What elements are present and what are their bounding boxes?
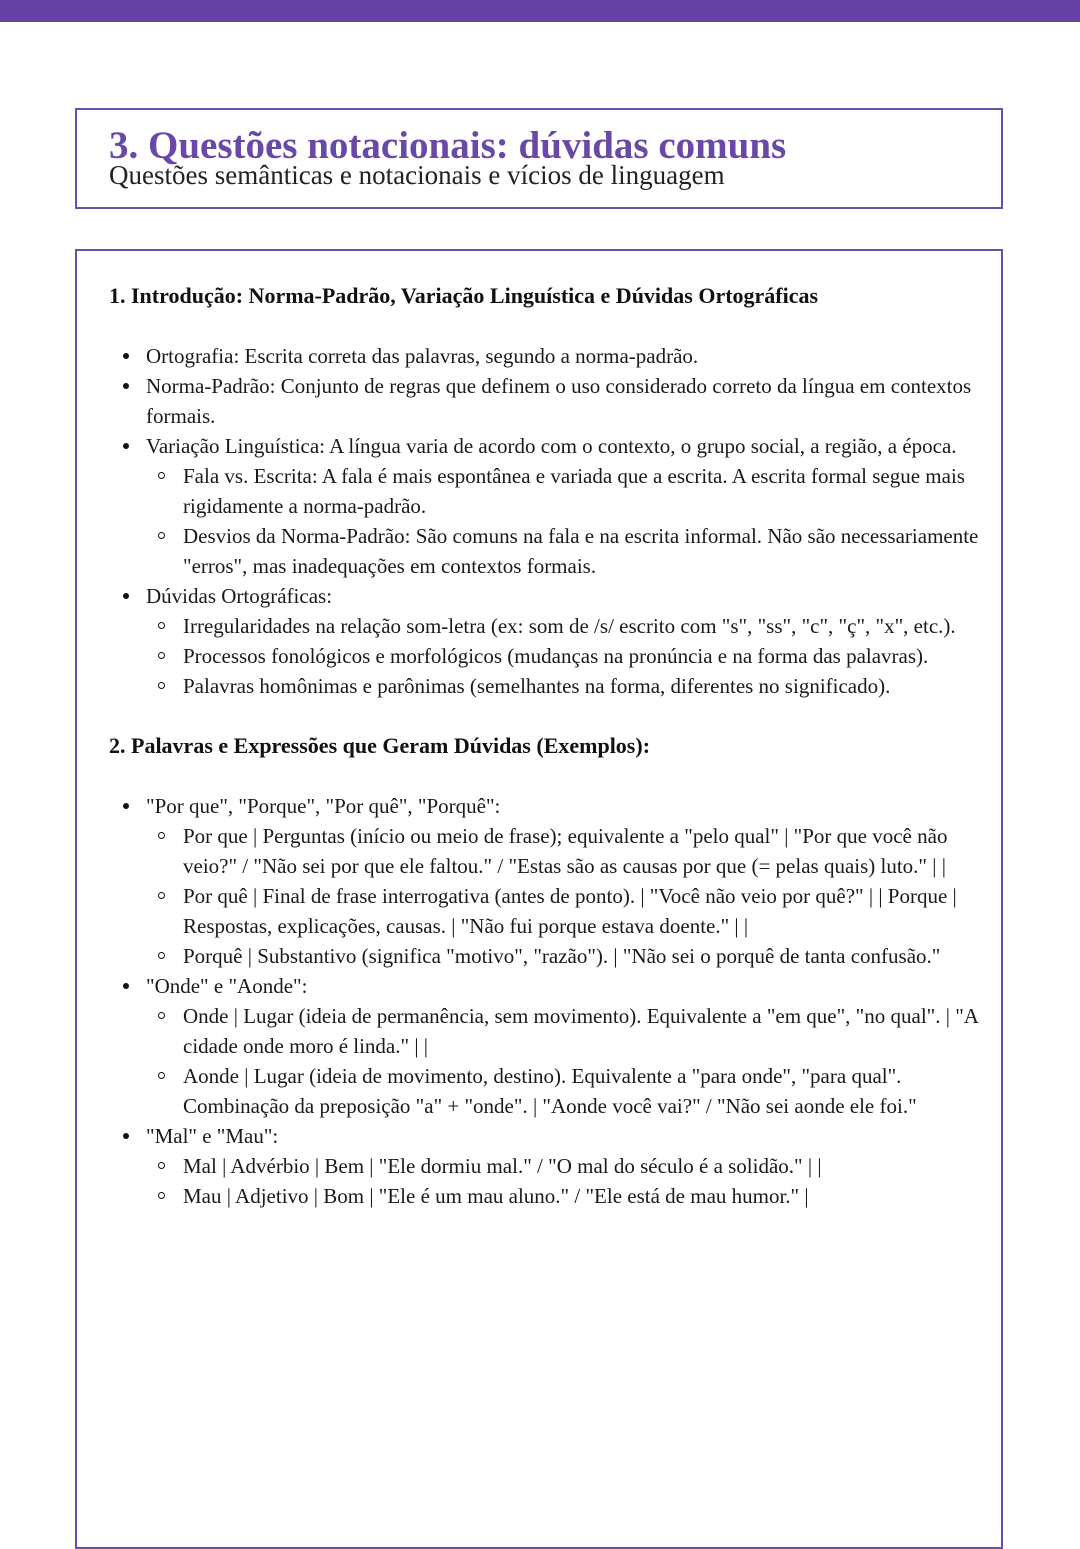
sub-list-item: Por que | Perguntas (início ou meio de frase); equivalente a "pelo qual" | "Por que você não veio?" / "Não sei por que ele faltou." / "Estas são as causas por que (= pelas quais) luto." | | [146,821,979,881]
sub-list-item: Por quê | Final de frase interrogativa (antes de ponto). | "Você não veio por quê?" | | Porque | Respostas, explicações, causas. | "Não fui porque estava doente." | | [146,881,979,941]
list-item [109,581,979,701]
sub-list-item: Mau | Adjetivo | Bom | "Ele é um mau aluno." / "Ele está de mau humor." | [146,1181,979,1211]
sub-list-item: Porquê | Substantivo (significa "motivo", "razão"). | "Não sei o porquê de tanta confusão." [146,941,979,971]
list-item [109,431,979,581]
section-2-list [109,791,979,1211]
content-box [75,249,1003,1549]
sub-list-item: Irregularidades na relação som-letra (ex: som de /s/ escrito com "s", "ss", "c", "ç", "x", etc.). [146,611,979,641]
sub-list-item: Aonde | Lugar (ideia de movimento, destino). Equivalente a "para onde", "para qual". Combinação da preposição "a" + "onde". | "Aonde você vai?" / "Não sei aonde ele foi." [146,1061,979,1121]
page-subtitle: Questões semânticas e notacionais e vícios de linguagem [109,160,725,190]
content [109,281,979,1211]
sub-list-item: Onde | Lugar (ideia de permanência, sem movimento). Equivalente a "em que", "no qual". | "A cidade onde moro é linda." | | [146,1001,979,1061]
list-item-text: Variação Linguística: A língua varia de acordo com o contexto, o grupo social, a região, a época. [146,434,957,458]
section-1-list [109,341,979,701]
sub-list [146,1151,979,1211]
page-title: 3. Questões notacionais: dúvidas comuns [109,124,787,167]
sub-list-item: Mal | Advérbio | Bem | "Ele dormiu mal." / "O mal do século é a solidão." | | [146,1151,979,1181]
sub-list-item: Desvios da Norma-Padrão: São comuns na fala e na escrita informal. Não são necessariamente "erros", mas inadequações em contextos formais. [146,521,979,581]
sub-list [146,611,979,701]
list-item [109,971,979,1121]
sub-list [146,821,979,971]
list-item-text: Ortografia: Escrita correta das palavras, segundo a norma-padrão. [146,344,699,368]
title-box [75,108,1003,209]
sub-list-item: Palavras homônimas e parônimas (semelhantes na forma, diferentes no significado). [146,671,979,701]
list-item-text: "Por que", "Porque", "Por quê", "Porquê": [146,794,501,818]
list-item-text: Dúvidas Ortográficas: [146,584,333,608]
section-2-title: 2. Palavras e Expressões que Geram Dúvidas (Exemplos): [109,733,651,758]
list-item-text: "Onde" e "Aonde": [146,974,308,998]
sub-list [146,1001,979,1121]
list-item-text: Norma-Padrão: Conjunto de regras que definem o uso considerado correto da língua em contextos formais. [146,374,972,428]
sub-list-item: Processos fonológicos e morfológicos (mudanças na pronúncia e na forma das palavras). [146,641,979,671]
sub-list-item: Fala vs. Escrita: A fala é mais espontânea e variada que a escrita. A escrita formal segue mais rigidamente a norma-padrão. [146,461,979,521]
top-accent-bar [0,0,1080,22]
list-item [109,371,979,431]
list-item [109,341,979,371]
list-item [109,1121,979,1211]
section-1-title: 1. Introdução: Norma-Padrão, Variação Linguística e Dúvidas Ortográficas [109,283,819,308]
sub-list [146,461,979,581]
list-item-text: "Mal" e "Mau": [146,1124,279,1148]
list-item [109,791,979,971]
